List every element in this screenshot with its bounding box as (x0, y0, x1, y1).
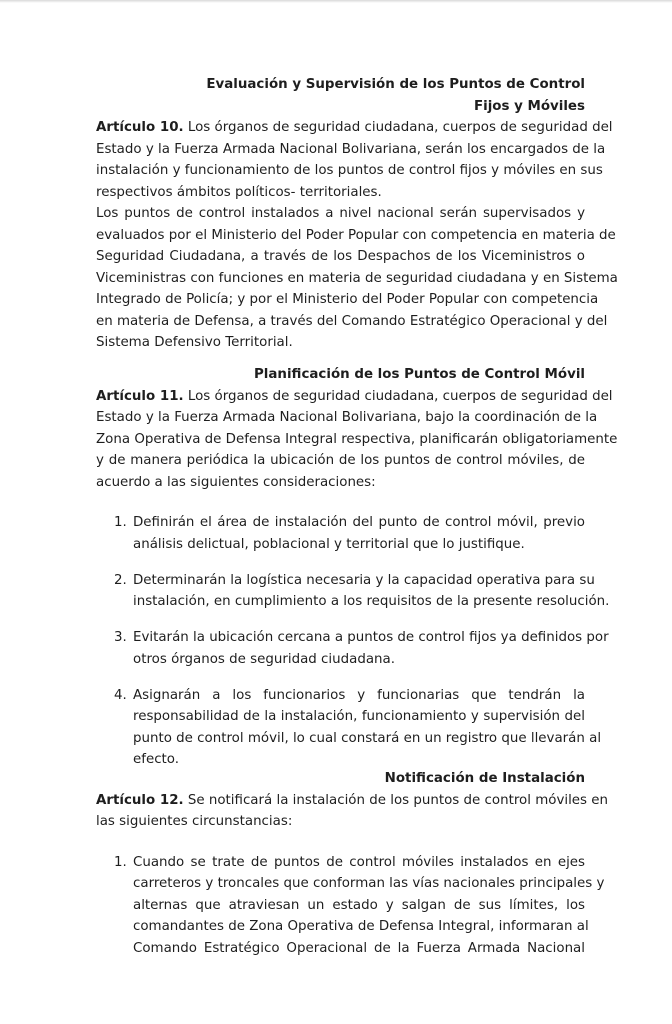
paragraph-text: Los órganos de seguridad ciudadana, cuerpos de seguridad del (183, 388, 613, 404)
list-number: 1. (114, 515, 127, 530)
article-section (96, 768, 609, 974)
list-item-line: carreteros y troncales que conforman las vías nacionales principales y (133, 876, 605, 891)
list-item (96, 852, 605, 960)
article-label: Artículo 12. (96, 792, 184, 808)
list-item-line: Definirán el área de instalación del punto de control móvil, previo (133, 515, 585, 530)
list-item-line: Cuando se trate de puntos de control móviles instalados en ejes (133, 854, 585, 870)
paragraph-text: Los órganos de seguridad ciudadana, cuerpos de seguridad del (183, 120, 613, 135)
list-item (96, 570, 610, 613)
section-heading: Evaluación y Supervisión de los Puntos de Control (206, 77, 585, 92)
list-item-line: otros órganos de seguridad ciudadana. (133, 651, 395, 667)
list-item-line: comandantes de Zona Operativa de Defensa Integral, informaran al (133, 919, 589, 934)
paragraph-line (96, 790, 609, 812)
paragraph-line: en materia de Defensa, a través del Comando Estratégico Operacional y del (96, 313, 608, 329)
paragraph-line (96, 386, 613, 408)
list-item-line: Determinarán la logística necesaria y la capacidad operativa para su (133, 572, 595, 588)
article-label: Artículo 11. (96, 388, 184, 404)
list-item-line: responsabilidad de la instalación, funcionamiento y supervisión del (133, 709, 585, 724)
paragraph-line: Seguridad Ciudadana, a través de los Despachos de los Viceministros o (96, 249, 585, 264)
section-heading: Fijos y Móviles (473, 98, 585, 114)
list-item-line: Asignarán a los funcionarios y funcionarias que tendrán la (133, 687, 585, 703)
list-number: 3. (114, 630, 127, 645)
list-number: 4. (114, 687, 127, 703)
paragraph-line: Zona Operativa de Defensa Integral respectiva, planificarán obligatoriamente (96, 431, 618, 447)
list-item-line: Evitarán la ubicación cercana a puntos de control fijos ya definidos por (133, 630, 609, 645)
list-item-line: instalación, en cumplimiento a los requisitos de la presente resolución. (133, 594, 610, 609)
paragraph-line: Sistema Defensivo Territorial. (96, 335, 293, 350)
paragraph-line: respectivos ámbitos políticos- territoriales. (96, 184, 382, 200)
paragraph-line: instalación y funcionamiento de los puntos de control fijos y móviles en sus (96, 163, 603, 178)
paragraph-line: Los puntos de control instalados a nivel nacional serán supervisados y (96, 206, 585, 221)
article-label: Artículo 10. (96, 120, 184, 135)
list-item-line: efecto. (133, 752, 180, 767)
paragraph-line: evaluados por el Ministerio del Poder Popular con competencia en materia de (96, 227, 616, 243)
list-item (96, 512, 585, 555)
list-number: 2. (114, 572, 127, 588)
list-item-line: Comando Estratégico Operacional de la Fuerza Armada Nacional (133, 940, 585, 956)
paragraph-line: las siguientes circunstancias: (96, 814, 293, 829)
article-section (96, 74, 618, 354)
section-heading: Planificación de los Puntos de Control Móvil (253, 367, 585, 382)
paragraph-line: Integrado de Policía; y por el Ministerio del Poder Popular con competencia (96, 292, 599, 307)
paragraph-line: Viceministras con funciones en materia de seguridad ciudadana y en Sistema (96, 270, 618, 286)
paragraph-line: Estado y la Fuerza Armada Nacional Bolivariana, bajo la coordinación de la (96, 410, 598, 425)
section-heading: Notificación de Instalación (384, 771, 585, 786)
scan-edge (0, 0, 672, 3)
list-item (96, 627, 609, 670)
numbered-list (96, 512, 610, 771)
paragraph-text: Se notificará la instalación de los puntos de control móviles en (183, 792, 609, 808)
article-section (96, 364, 618, 785)
paragraph-line: y de manera periódica la ubicación de los puntos de control móviles, de (96, 453, 585, 468)
list-number: 1. (114, 854, 127, 870)
paragraph-line: Estado y la Fuerza Armada Nacional Bolivariana, serán los encargados de la (96, 141, 606, 157)
list-item-line: alternas que atraviesan un estado y salgan de sus límites, los (133, 897, 585, 913)
paragraph-line: acuerdo a las siguientes consideraciones: (96, 474, 376, 490)
list-item (96, 685, 602, 771)
list-item-line: análisis delictual, poblacional y territorial que lo justifique. (133, 536, 525, 552)
list-item-line: punto de control móvil, lo cual constará en un registro que llevarán al (133, 730, 602, 746)
paragraph-line (96, 117, 613, 139)
numbered-list (96, 852, 605, 960)
